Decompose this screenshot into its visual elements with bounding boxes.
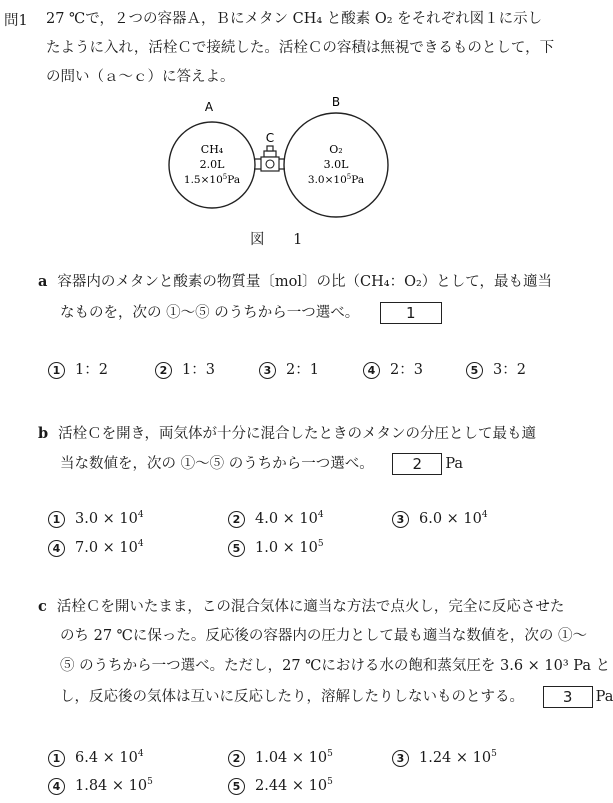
answer-unit-2: Pa (445, 456, 464, 472)
option-value: 1：3 (182, 362, 215, 378)
answer-unit-3: Pa (595, 689, 613, 705)
option-number-icon: 2 (228, 511, 245, 528)
option-a-3[interactable] (259, 360, 319, 380)
option-value: $2.44 \times 10^5$ (255, 777, 333, 794)
option-number-icon: 3 (392, 511, 409, 528)
option-c-3[interactable] (392, 748, 497, 768)
option-value: $6.0 \times 10^4$ (419, 510, 488, 527)
option-number-icon: 2 (228, 750, 245, 767)
option-value: $6.4 \times 10^4$ (75, 749, 144, 766)
option-a-1[interactable] (48, 360, 108, 380)
option-a-5[interactable] (466, 360, 526, 380)
option-a-2[interactable] (155, 360, 215, 380)
figure-containers (165, 93, 405, 223)
option-a-4[interactable] (363, 360, 423, 380)
option-number-icon: 3 (392, 750, 409, 767)
option-value: $4.0 \times 10^4$ (255, 510, 324, 527)
sub-c-letter: c (38, 598, 47, 615)
option-value: 2：3 (390, 362, 423, 378)
sub-c-line-1 (38, 597, 564, 617)
container-b-volume: 3.0L (323, 158, 349, 171)
option-number-icon: 5 (228, 540, 245, 557)
container-a-pressure: $1.5\times 10^5Pa$ (183, 173, 241, 186)
option-b-4[interactable] (48, 538, 144, 558)
option-b-2[interactable] (228, 509, 324, 529)
sub-b-text-2: 当な数値を，次の ①～⑤ のうちから一つ選べ。 (60, 456, 374, 472)
option-c-4[interactable] (48, 776, 153, 796)
figure-caption: 図 1 (250, 232, 315, 248)
intro-line-2: たように入れ，活栓Ｃで接続した。活栓Ｃの容積は無視できるものとして，下 (46, 40, 555, 56)
option-c-5[interactable] (228, 776, 333, 796)
option-b-1[interactable] (48, 509, 144, 529)
option-number-icon: 2 (155, 362, 172, 379)
sub-b-line-2 (60, 453, 463, 475)
option-number-icon: 4 (48, 778, 65, 795)
container-a-gas: CH₄ (200, 143, 224, 156)
option-value: $1.84 \times 10^5$ (75, 777, 153, 794)
answer-box-1[interactable]: 1 (380, 302, 442, 324)
option-value: $3.0 \times 10^4$ (75, 510, 144, 527)
intro-line-1: 27 ℃で，２つの容器Ａ，Ｂにメタン CH₄ と酸素 O₂ をそれぞれ図１に示し (46, 11, 543, 27)
option-value: $1.04 \times 10^5$ (255, 749, 333, 766)
answer-box-2[interactable]: 2 (392, 453, 442, 475)
sub-a-line-2 (60, 302, 442, 324)
option-number-icon: 3 (259, 362, 276, 379)
option-value: $1.0 \times 10^5$ (255, 539, 324, 556)
answer-box-3[interactable]: 3 (543, 686, 593, 708)
option-value: $7.0 \times 10^4$ (75, 539, 144, 556)
option-c-2[interactable] (228, 748, 333, 768)
option-number-icon: 4 (48, 540, 65, 557)
option-b-3[interactable] (392, 509, 488, 529)
option-number-icon: 5 (466, 362, 483, 379)
option-b-5[interactable] (228, 538, 324, 558)
sub-c-line-2: のち 27 ℃に保った。反応後の容器内の圧力として最も適当な数値を，次の ①～ (60, 628, 587, 644)
option-c-1[interactable] (48, 748, 144, 768)
sub-c-text-4: し，反応後の気体は互いに反応したり，溶解したりしないものとする。 (60, 689, 524, 705)
container-b-pressure: $3.0\times 10^5Pa$ (307, 173, 365, 186)
option-value: $1.24 \times 10^5$ (419, 749, 497, 766)
question-number: 問1 (4, 13, 28, 29)
container-a-label: A (204, 100, 214, 114)
valve-label: C (265, 131, 275, 145)
option-value: 3：2 (493, 362, 526, 378)
intro-line-3: の問い（ａ～ｃ）に答えよ。 (46, 69, 235, 85)
container-a-volume: 2.0L (199, 158, 225, 171)
valve-c (261, 146, 279, 171)
sub-c-line-4 (60, 686, 613, 708)
container-b-gas: O₂ (329, 143, 343, 156)
option-value: 2：1 (286, 362, 319, 378)
sub-a-line-1 (38, 272, 552, 292)
sub-c-text-1: 活栓Ｃを開いたまま，この混合気体に適当な方法で点火し，完全に反応させた (56, 599, 565, 615)
sub-b-line-1 (38, 424, 536, 444)
sub-a-text-1: 容器内のメタンと酸素の物質量〔mol〕の比（CH₄：O₂）として，最も適当 (57, 274, 552, 290)
sub-c-line-3: ⑤ のうちから一つ選べ。ただし，27 ℃における水の飽和蒸気圧を 3.6 × 10³ Pa と (60, 658, 611, 674)
option-value: 1：2 (75, 362, 108, 378)
sub-a-letter: a (38, 273, 48, 290)
option-number-icon: 1 (48, 750, 65, 767)
sub-b-text-1: 活栓Ｃを開き，両気体が十分に混合したときのメタンの分圧として最も適 (58, 426, 537, 442)
option-number-icon: 1 (48, 511, 65, 528)
container-b-label: B (331, 95, 341, 109)
option-number-icon: 4 (363, 362, 380, 379)
option-number-icon: 1 (48, 362, 65, 379)
sub-a-text-2: なものを，次の ①～⑤ のうちから一つ選べ。 (60, 305, 360, 321)
sub-b-letter: b (38, 425, 49, 442)
option-number-icon: 5 (228, 778, 245, 795)
